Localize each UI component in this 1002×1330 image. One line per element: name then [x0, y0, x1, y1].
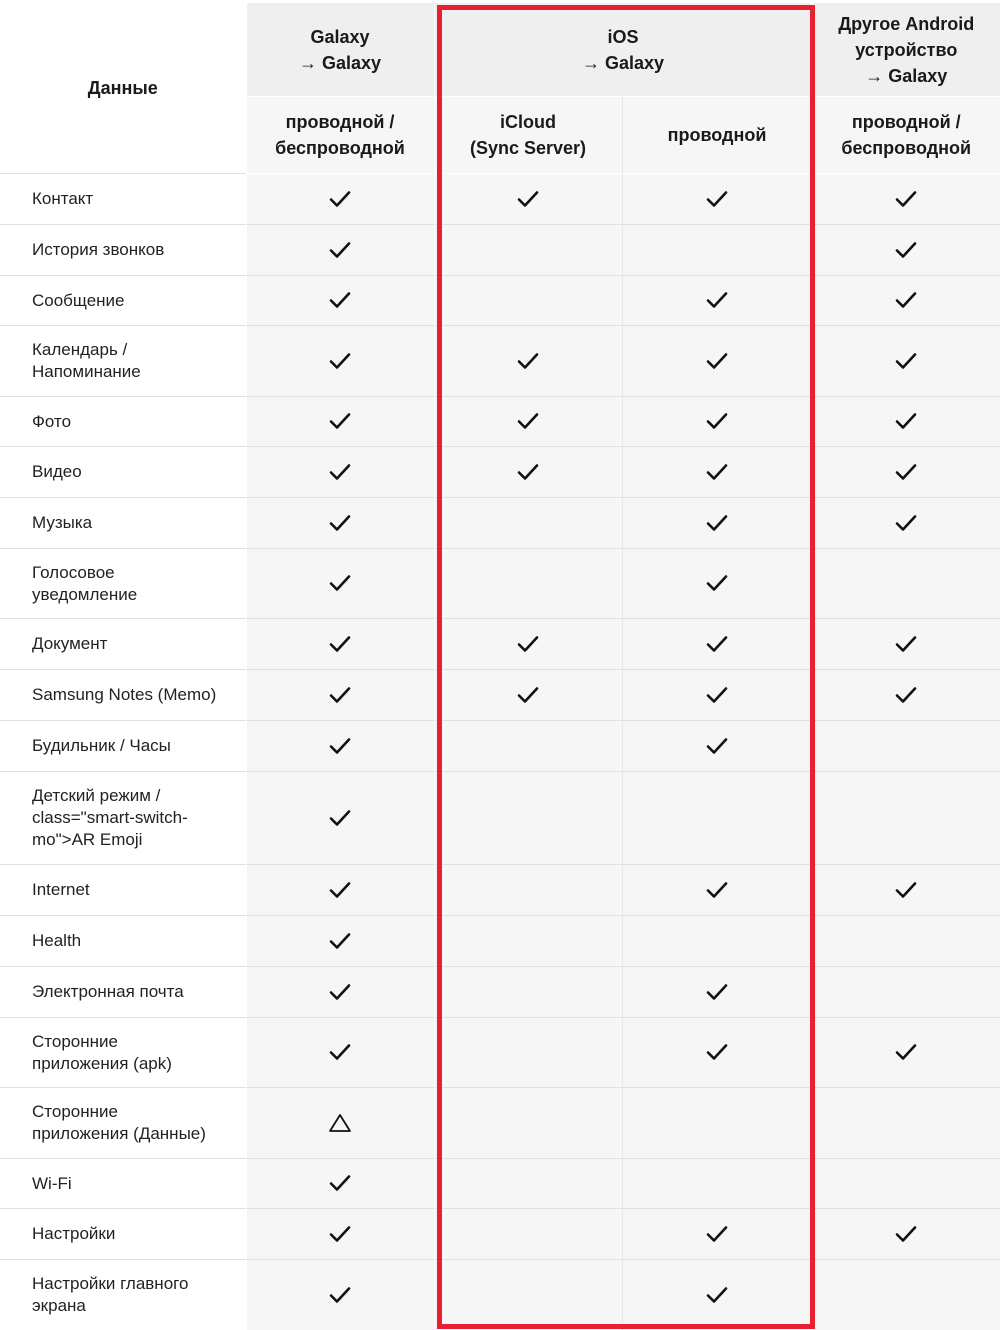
check-icon — [895, 514, 917, 531]
check-icon — [517, 352, 539, 369]
subheader-line: проводной / — [851, 112, 961, 132]
row-label — [0, 498, 246, 549]
table-row — [0, 174, 1000, 225]
support-cell — [812, 1088, 1000, 1159]
data-column-header — [0, 3, 246, 174]
comparison-table — [0, 3, 1000, 1330]
support-cell — [434, 276, 622, 326]
support-cell — [246, 1209, 434, 1260]
row-label — [0, 1209, 246, 1260]
support-cell — [246, 225, 434, 276]
support-cell — [434, 1209, 622, 1260]
support-cell — [434, 397, 622, 447]
check-icon — [329, 514, 351, 531]
check-icon — [706, 575, 728, 592]
subheader-android-wired-wireless — [812, 97, 1000, 174]
table-row — [0, 225, 1000, 276]
check-icon — [706, 352, 728, 369]
group-header-line: Другое Android — [838, 13, 975, 34]
table-row — [0, 1018, 1000, 1088]
support-cell — [812, 865, 1000, 916]
group-header-row — [0, 3, 1000, 97]
support-cell — [622, 276, 812, 326]
check-icon — [895, 413, 917, 430]
check-icon — [329, 1175, 351, 1192]
row-label-line: mo">AR Emoji — [32, 830, 143, 849]
row-label-line: Календарь / — [32, 340, 128, 359]
support-cell — [812, 916, 1000, 967]
check-icon — [706, 413, 728, 430]
support-cell — [246, 326, 434, 397]
support-cell — [246, 721, 434, 772]
support-cell — [434, 670, 622, 721]
check-icon — [329, 635, 351, 652]
support-cell — [434, 225, 622, 276]
check-icon — [329, 292, 351, 309]
support-cell — [812, 397, 1000, 447]
check-icon — [329, 686, 351, 703]
support-cell — [622, 1260, 812, 1330]
group-header-line: устройство — [855, 39, 958, 60]
row-label — [0, 174, 246, 225]
row-label — [0, 772, 246, 865]
support-cell — [622, 619, 812, 670]
group-header-other-android — [812, 3, 1000, 97]
row-label-line: Документ — [32, 634, 108, 653]
row-label-line: Музыка — [32, 513, 93, 532]
row-label — [0, 916, 246, 967]
table-row — [0, 326, 1000, 397]
row-label-line: приложения (Данные) — [32, 1124, 206, 1143]
table-row — [0, 1159, 1000, 1209]
check-icon — [706, 1286, 728, 1303]
check-icon — [517, 190, 539, 207]
triangle-icon — [328, 1114, 352, 1131]
check-icon — [706, 1044, 728, 1061]
check-icon — [706, 463, 728, 480]
row-label — [0, 447, 246, 498]
support-cell — [246, 1088, 434, 1159]
check-icon — [706, 190, 728, 207]
check-icon — [517, 463, 539, 480]
support-cell — [622, 916, 812, 967]
support-cell — [622, 721, 812, 772]
support-cell — [246, 619, 434, 670]
support-cell — [246, 865, 434, 916]
row-label-line: Напоминание — [32, 362, 141, 381]
check-icon — [706, 292, 728, 309]
subheader-line: беспроводной — [841, 138, 972, 158]
support-cell — [246, 397, 434, 447]
support-cell — [622, 225, 812, 276]
check-icon — [895, 241, 917, 258]
row-label-line: Будильник / Часы — [32, 736, 171, 755]
subheader-galaxy-wired-wireless — [246, 97, 434, 174]
row-label-line: Электронная почта — [32, 982, 184, 1001]
support-cell — [434, 916, 622, 967]
support-cell — [246, 549, 434, 619]
table-row — [0, 721, 1000, 772]
row-label-line: Детский режим / — [32, 786, 161, 805]
support-cell — [246, 1260, 434, 1330]
check-icon — [329, 932, 351, 949]
row-label-line: Сторонние — [32, 1031, 118, 1051]
table-row — [0, 549, 1000, 619]
check-icon — [895, 190, 917, 207]
support-cell — [246, 916, 434, 967]
support-cell — [812, 619, 1000, 670]
row-label-line: Health — [32, 931, 82, 950]
support-cell — [434, 498, 622, 549]
support-cell — [812, 174, 1000, 225]
row-label — [0, 326, 246, 397]
check-icon — [329, 1225, 351, 1242]
table-body — [0, 174, 1000, 1330]
check-icon — [706, 1225, 728, 1242]
support-cell — [246, 967, 434, 1018]
check-icon — [517, 413, 539, 430]
check-icon — [329, 1044, 351, 1061]
check-icon — [329, 575, 351, 592]
support-cell — [434, 619, 622, 670]
group-header-galaxy — [246, 3, 434, 97]
data-column-header-label: Данные — [87, 78, 158, 98]
support-cell — [246, 447, 434, 498]
support-cell — [622, 865, 812, 916]
support-cell — [246, 1159, 434, 1209]
support-cell — [622, 498, 812, 549]
support-cell — [812, 670, 1000, 721]
group-header-line: Galaxy — [310, 26, 370, 47]
support-cell — [622, 967, 812, 1018]
support-cell — [246, 1018, 434, 1088]
subheader-line: проводной — [667, 125, 767, 145]
check-icon — [706, 514, 728, 531]
support-cell — [812, 1260, 1000, 1330]
subheader-line: проводной / — [285, 112, 395, 132]
subheader-line: беспроводной — [275, 138, 405, 158]
row-label-line: Сторонние — [32, 1102, 118, 1121]
check-icon — [895, 352, 917, 369]
support-cell — [622, 397, 812, 447]
subheader-ios-wired — [622, 97, 812, 174]
row-label-line: Контакт — [32, 189, 94, 208]
support-cell — [812, 276, 1000, 326]
table-row — [0, 619, 1000, 670]
row-label — [0, 619, 246, 670]
support-cell — [622, 1209, 812, 1260]
row-label — [0, 1260, 246, 1330]
table-row — [0, 670, 1000, 721]
row-label-line: class="smart-switch- — [32, 808, 188, 827]
check-icon — [706, 881, 728, 898]
check-icon — [895, 463, 917, 480]
check-icon — [895, 1225, 917, 1242]
support-cell — [622, 1088, 812, 1159]
row-label-line: Видео — [32, 462, 82, 481]
support-cell — [434, 772, 622, 865]
check-icon — [517, 635, 539, 652]
row-label — [0, 1159, 246, 1209]
row-label-line: История звонков — [32, 240, 165, 259]
check-icon — [329, 413, 351, 430]
check-icon — [329, 737, 351, 754]
row-label — [0, 721, 246, 772]
subheader-line: iCloud — [500, 112, 556, 132]
row-label-line: экрана — [32, 1295, 86, 1315]
table-row — [0, 447, 1000, 498]
check-icon — [329, 241, 351, 258]
subheader-ios-icloud — [434, 97, 622, 174]
support-cell — [246, 498, 434, 549]
support-cell — [812, 772, 1000, 865]
check-icon — [895, 881, 917, 898]
check-icon — [517, 686, 539, 703]
support-cell — [812, 447, 1000, 498]
check-icon — [329, 1286, 351, 1303]
check-icon — [895, 635, 917, 652]
table-row — [0, 772, 1000, 865]
check-icon — [329, 881, 351, 898]
support-cell — [434, 1018, 622, 1088]
table-row — [0, 1088, 1000, 1159]
row-label — [0, 276, 246, 326]
check-icon — [329, 983, 351, 1000]
row-label-line: Настройки — [32, 1224, 116, 1243]
row-label — [0, 967, 246, 1018]
table-row — [0, 276, 1000, 326]
row-label-line: уведомление — [32, 584, 138, 604]
check-icon — [706, 635, 728, 652]
support-cell — [434, 174, 622, 225]
row-label-line: Samsung Notes (Memo) — [32, 685, 217, 704]
support-cell — [434, 1260, 622, 1330]
row-label — [0, 670, 246, 721]
row-label — [0, 1088, 246, 1159]
row-label — [0, 549, 246, 619]
row-label — [0, 865, 246, 916]
support-cell — [622, 670, 812, 721]
support-cell — [812, 967, 1000, 1018]
support-cell — [434, 967, 622, 1018]
support-cell — [812, 498, 1000, 549]
row-label-line: Wi-Fi — [32, 1173, 72, 1193]
support-cell — [246, 276, 434, 326]
support-cell — [622, 326, 812, 397]
support-cell — [622, 772, 812, 865]
support-cell — [434, 1159, 622, 1209]
support-cell — [434, 326, 622, 397]
check-icon — [706, 686, 728, 703]
group-header-line: → Galaxy — [581, 52, 665, 73]
support-cell — [434, 865, 622, 916]
support-cell — [812, 326, 1000, 397]
support-cell — [622, 1018, 812, 1088]
row-label-line: Internet — [32, 880, 90, 899]
group-header-line: → Galaxy — [298, 52, 382, 73]
group-header-line: → Galaxy — [865, 65, 948, 86]
table-row — [0, 498, 1000, 549]
check-icon — [329, 352, 351, 369]
support-cell — [622, 1159, 812, 1209]
table-row — [0, 916, 1000, 967]
check-icon — [895, 1044, 917, 1061]
support-cell — [812, 225, 1000, 276]
row-label-line: Фото — [32, 411, 72, 431]
check-icon — [895, 292, 917, 309]
support-cell — [812, 1159, 1000, 1209]
support-cell — [246, 174, 434, 225]
support-cell — [622, 549, 812, 619]
table-row — [0, 1209, 1000, 1260]
row-label-line: приложения (apk) — [32, 1053, 172, 1073]
support-cell — [434, 1088, 622, 1159]
support-cell — [812, 721, 1000, 772]
table-row — [0, 397, 1000, 447]
support-cell — [434, 721, 622, 772]
table-row — [0, 967, 1000, 1018]
support-cell — [434, 549, 622, 619]
support-cell — [812, 1018, 1000, 1088]
row-label-line: Сообщение — [32, 290, 125, 310]
row-label — [0, 225, 246, 276]
support-cell — [812, 549, 1000, 619]
row-label-line: Настройки главного — [32, 1273, 189, 1293]
support-cell — [246, 772, 434, 865]
support-cell — [622, 174, 812, 225]
subheader-line: (Sync Server) — [469, 138, 587, 158]
support-cell — [622, 447, 812, 498]
support-cell — [246, 670, 434, 721]
check-icon — [329, 190, 351, 207]
group-header-line: iOS — [607, 26, 639, 47]
table-row — [0, 1260, 1000, 1330]
check-icon — [706, 983, 728, 1000]
row-label — [0, 1018, 246, 1088]
row-label-line: Голосовое — [32, 562, 115, 582]
group-header-ios — [434, 3, 812, 97]
support-cell — [434, 447, 622, 498]
row-label — [0, 397, 246, 447]
check-icon — [706, 737, 728, 754]
check-icon — [329, 463, 351, 480]
check-icon — [329, 809, 351, 826]
check-icon — [895, 686, 917, 703]
table-row — [0, 865, 1000, 916]
support-cell — [812, 1209, 1000, 1260]
